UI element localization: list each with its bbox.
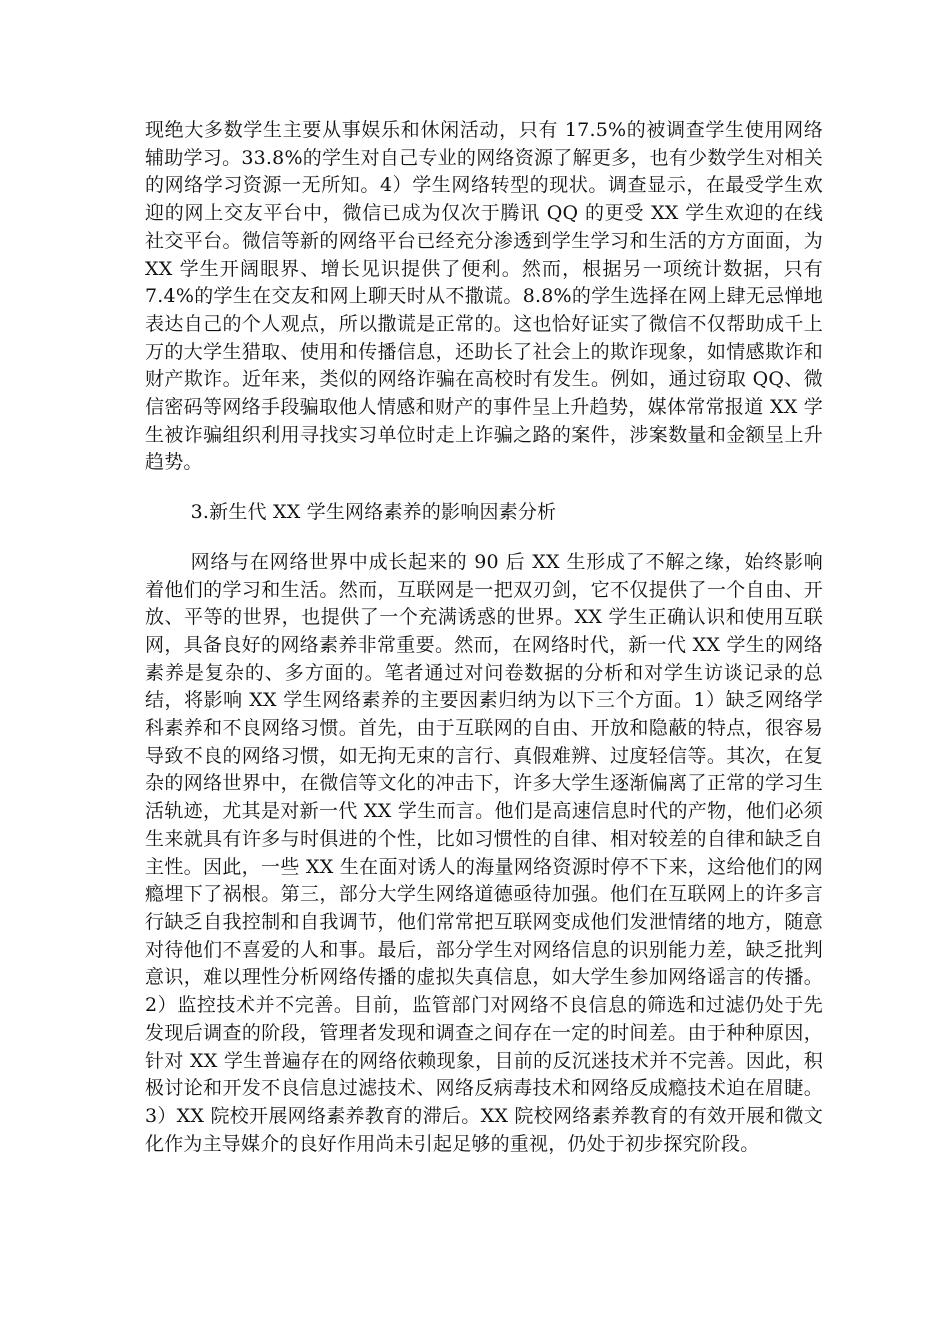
- document-page: [145, 117, 823, 1158]
- body-paragraph: 网络与在网络世界中成长起来的 90 后 XX 生形成了不解之缘，始终影响着他们的学习和生活。然而，互联网是一把双刃剑，它不仅提供了一个自由、开放、平等的世界，也提供了一个充满诱惑的世界。XX 学生正确认识和使用互联网，具备良好的网络素养非常重要。然而，在网络时代，新一代 XX 学生的网络素养是复杂的、多方面的。笔者通过对问卷数据的分析和对学生访谈记录的总结，将影响 XX 学生网络素养的主要因素归纳为以下三个方面。1）缺乏网络学科素养和不良网络习惯。首先，由于互联网的自由、开放和隐蔽的特点，很容易导致不良的网络习惯，如无拘无束的言行、真假难辨、过度轻信等。其次，在复杂的网络世界中，在微信等文化的冲击下，许多大学生逐渐偏离了正常的学习生活轨迹，尤其是对新一代 XX 学生而言。他们是高速信息时代的产物，他们必须生来就具有许多与时俱进的个性，比如习惯性的自律、相对较差的自律和缺乏自主性。因此，一些 XX 生在面对诱人的海量网络资源时停不下来，这给他们的网瘾埋下了祸根。第三，部分大学生网络道德亟待加强。他们在互联网上的许多言行缺乏自我控制和自我调节，他们常常把互联网变成他们发泄情绪的地方，随意对待他们不喜爱的人和事。最后，部分学生对网络信息的识别能力差，缺乏批判意识，难以理性分析网络传播的虚拟失真信息，如大学生参加网络谣言的传播。2）监控技术并不完善。目前，监管部门对网络不良信息的筛选和过滤仍处于先发现后调查的阶段，管理者发现和调查之间存在一定的时间差。由于种种原因，针对 XX 学生普遍存在的网络依赖现象，目前的反沉迷技术并不完善。因此，积极讨论和开发不良信息过滤技术、网络反病毒技术和网络反成瘾技术迫在眉睫。3）XX 院校开展网络素养教育的滞后。XX 院校网络素养教育的有效开展和微文化作为主导媒介的良好作用尚未引起足够的重视，仍处于初步探究阶段。: [145, 550, 823, 1155]
- body-paragraph-continued: 现绝大多数学生主要从事娱乐和休闲活动，只有 17.5%的被调查学生使用网络辅助学习。33.8%的学生对自己专业的网络资源了解更多，也有少数学生对相关的网络学习资源一无所知。4）学生网络转型的现状。调查显示，在最受学生欢迎的网上交友平台中，微信已成为仅次于腾讯 QQ 的更受 XX 学生欢迎的在线社交平台。微信等新的网络平台已经充分渗透到学生学习和生活的方方面面，为 XX 学生开阔眼界、增长见识提供了便利。然而，根据另一项统计数据，只有 7.4%的学生在交友和网上聊天时从不撒谎。8.8%的学生选择在网上肆无忌惮地表达自己的个人观点，所以撒谎是正常的。这也恰好证实了微信不仅帮助成千上万的大学生猎取、使用和传播信息，还助长了社会上的欺诈现象，如情感欺诈和财产欺诈。近年来，类似的网络诈骗在高校时有发生。例如，通过窃取 QQ、微信密码等网络手段骗取他人情感和财产的事件呈上升趋势，媒体常常报道 XX 学生被诈骗组织利用寻找实习单位时走上诈骗之路的案件，涉案数量和金额呈上升趋势。: [145, 119, 823, 474]
- section-heading: 3.新生代 XX 学生网络素养的影响因素分析: [190, 501, 557, 524]
